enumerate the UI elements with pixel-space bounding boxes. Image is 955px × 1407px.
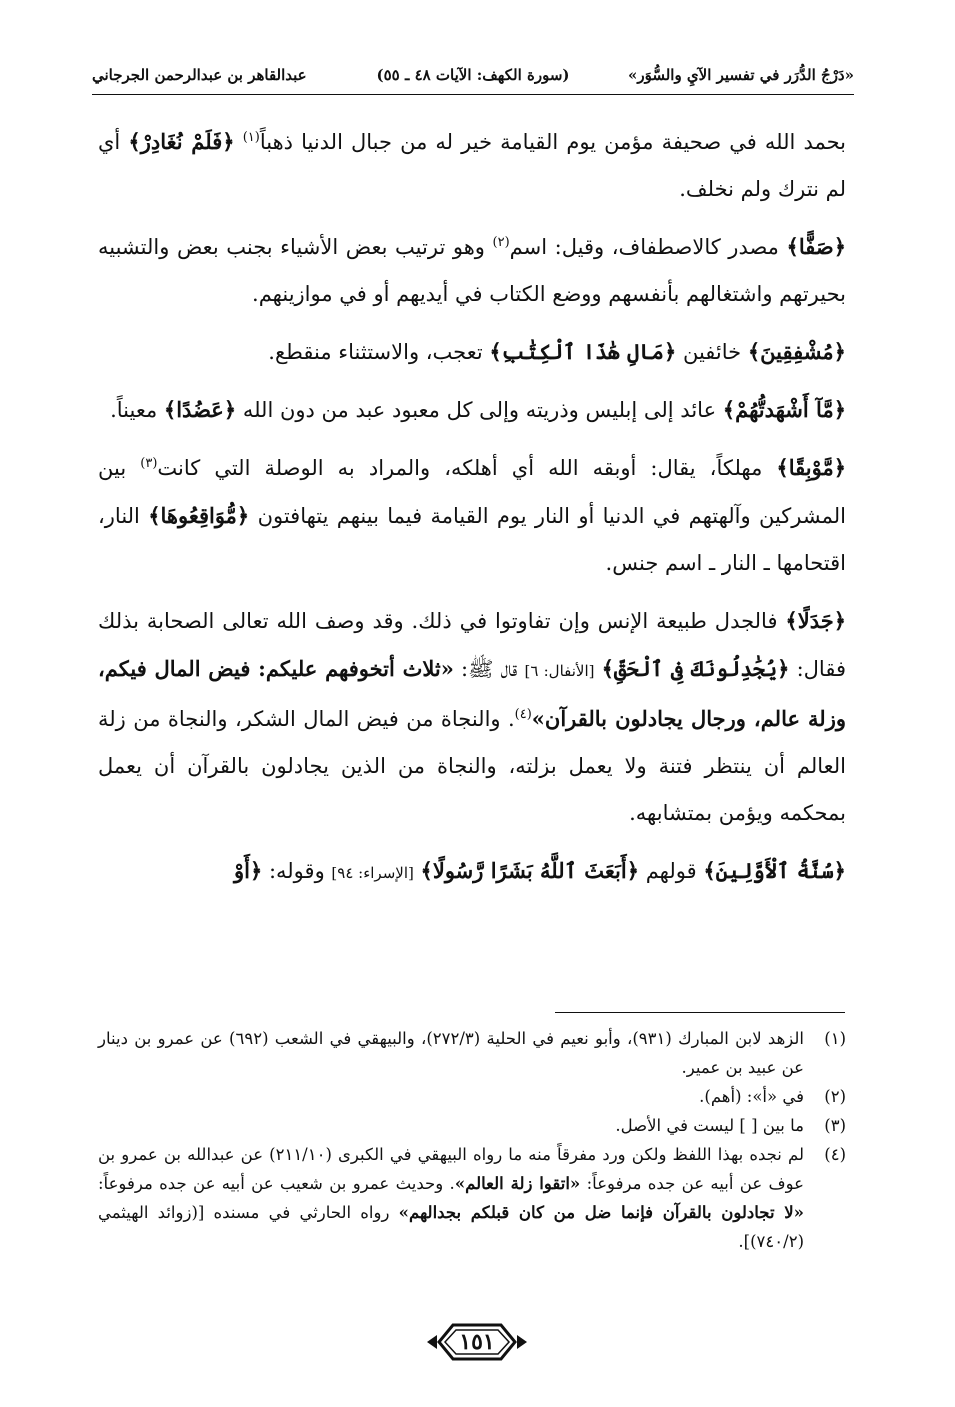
- quran-quote: ﴿مُّوَاقِعُوهَا﴾: [148, 503, 250, 528]
- paragraph-7: [98, 847, 846, 897]
- main-text: [98, 118, 846, 907]
- text: لم نجده بهذا اللفظ ولكن ورد مفرقاً منه ما رواه البيهقي في الكبرى (٢١١/١٠) عن عبدالله بن عمرو بن عوف عن أبيه عن جده مرفوعاً:: [98, 1145, 805, 1193]
- paragraph-6: [98, 597, 846, 837]
- footnote-number: (١): [824, 1029, 846, 1048]
- quran-quote: ﴿صَفًّا﴾: [786, 234, 846, 259]
- paragraph-5: [98, 444, 846, 587]
- verse-citation: [الإسراء: ٩٤]: [331, 864, 414, 882]
- quran-quote: ﴿مَالِ هَٰذَا ٱلْكِتَٰبِ﴾: [489, 339, 677, 364]
- quran-quote: ﴿يُجَٰدِلُونَكَ فِى ٱلْحَقِّ﴾: [601, 656, 790, 681]
- text: رواه الحارثي في مسنده [(زوائد الهيثمي (٧٤٠/٢)].: [98, 1203, 804, 1251]
- paragraph-2: [98, 223, 846, 318]
- quran-quote: ﴿مَّآ أَشْهَدتُّهُمْ﴾: [722, 397, 846, 422]
- quran-quote: ﴿سُنَّةُ ٱلْأَوَّلِينَ﴾: [703, 858, 846, 883]
- hadith-quote: «ثلاث أتخوفهم عليكم: فيض المال فيكم، وزلة عالم، ورجال يجادلون بالقرآن»: [98, 656, 846, 731]
- footnote-4: [98, 1140, 846, 1256]
- footnote-3: [98, 1111, 846, 1140]
- text: النار، اقتحامها ـ النار ـ اسم جنس.: [98, 504, 846, 575]
- section-title: (سورة الكهف: الآيات ٤٨ ـ ٥٥): [376, 66, 570, 84]
- quran-quote: ﴿مَّوْبِقًا﴾: [776, 455, 846, 480]
- page-number-badge: [425, 1319, 529, 1365]
- quran-quote: ﴿فَلَمْ نُغَادِرْ﴾: [128, 129, 235, 154]
- hadith-quote: «اتقوا زلة العالم»: [454, 1174, 581, 1193]
- running-header: [92, 62, 854, 90]
- hadith-quote: «لا تجادلون بالقرآن فإنما ضل من كان قبلكم بجدالهم»: [398, 1203, 804, 1222]
- text: . والنجاة من فيض المال الشكر، والنجاة من زلة العالم أن ينتظر فتنة ولا يعمل بزلته، والنجاة من الذين يجادلون بالقرآن أن يعمل بمحكمه ويؤمن بمتشابهه.: [98, 707, 846, 825]
- footnote-number: (٤): [824, 1145, 846, 1164]
- text: تعجب، والاستثناء منقطع.: [268, 340, 483, 364]
- text: مصدر كالاصطفاف، وقيل: اسم: [509, 235, 779, 259]
- footnote-text: [98, 1140, 804, 1256]
- paragraph-1: [98, 118, 846, 213]
- footnote-1: [98, 1024, 846, 1082]
- footnote-number: (٢): [824, 1087, 846, 1106]
- verse-citation: [الأنفال: ٦]: [524, 662, 595, 680]
- header-divider: [92, 94, 854, 95]
- footnote-ref-1[interactable]: (١): [242, 130, 260, 145]
- paragraph-4: [98, 386, 846, 434]
- text: فالجدل طبيعة الإنس وإن تفاوتوا في ذلك. وقد وصف الله تعالى الصحابة بذلك فقال:: [98, 609, 846, 681]
- footnote-ref-2[interactable]: (٢): [492, 235, 510, 250]
- book-title: «دَرْجُ الدُّرَر في تفسير الآيِ والسُّوَر»: [627, 66, 854, 84]
- text: . وحديث عمرو بن شعيب عن أبيه عن جده مرفوعاً:: [98, 1174, 455, 1193]
- footnote-text: الزهد لابن المبارك (٩٣١)، وأبو نعيم في الحلية (٢٧٢/٣)، والبيهقي في الشعب (٦٩٢) عن عمرو بن دينار عن عبيد بن عمير.: [98, 1029, 804, 1077]
- text: وقوله:: [268, 859, 325, 883]
- text: خائفين: [682, 340, 742, 364]
- text: أي لم نترك ولم نخلف.: [98, 130, 846, 201]
- text: عائد إلى إبليس وذريته وإلى كل معبود عبد من دون الله: [242, 398, 717, 422]
- footnotes: [98, 1024, 846, 1256]
- quran-quote: ﴿أَبَعَثَ ٱللَّهُ بَشَرًا رَّسُولًا﴾: [420, 858, 639, 883]
- quran-quote: ﴿مُشْفِقِينَ﴾: [747, 339, 846, 364]
- text: بين المشركين وآلهتهم في الدنيا أو النار يوم القيامة فيما بينهم يتهافتون: [98, 456, 846, 528]
- footnote-text: ما بين [ ] ليست في الأصل.: [615, 1116, 804, 1135]
- text: معيناً.: [110, 398, 158, 422]
- footnote-number: (٣): [824, 1116, 846, 1135]
- text: قولهم: [645, 859, 697, 883]
- footnote-ref-4[interactable]: (٤): [514, 707, 532, 722]
- text: قال ﷺ:: [461, 657, 518, 681]
- footnote-2: [98, 1082, 846, 1111]
- page-number: ١٥١: [459, 1329, 495, 1355]
- footnote-text: في «أ»: (أهم).: [699, 1087, 804, 1106]
- text: مهلكاً، يقال: أوبقه الله أي أهلكه، والمراد به الوصلة التي كانت: [157, 456, 763, 480]
- footnote-divider: [555, 1012, 845, 1013]
- footnote-ref-3[interactable]: (٣): [140, 456, 158, 471]
- text: بحمد الله في صحيفة مؤمن يوم القيامة خير له من جبال الدنيا ذهباً: [259, 130, 847, 154]
- quran-quote: ﴿أَوْ: [233, 858, 263, 883]
- quran-quote: ﴿جَدَلًا﴾: [785, 608, 846, 633]
- author-name: عبدالقاهر بن عبدالرحمن الجرجاني: [92, 66, 307, 84]
- text: وهو ترتيب بعض الأشياء بجنب بعض والتشبيه بحيرتهم واشتغالهم بأنفسهم ووضع الكتاب في أيديهم أو في موازينهم.: [98, 235, 846, 306]
- paragraph-3: [98, 328, 846, 376]
- quran-quote: ﴿عَضُدًا﴾: [163, 397, 237, 422]
